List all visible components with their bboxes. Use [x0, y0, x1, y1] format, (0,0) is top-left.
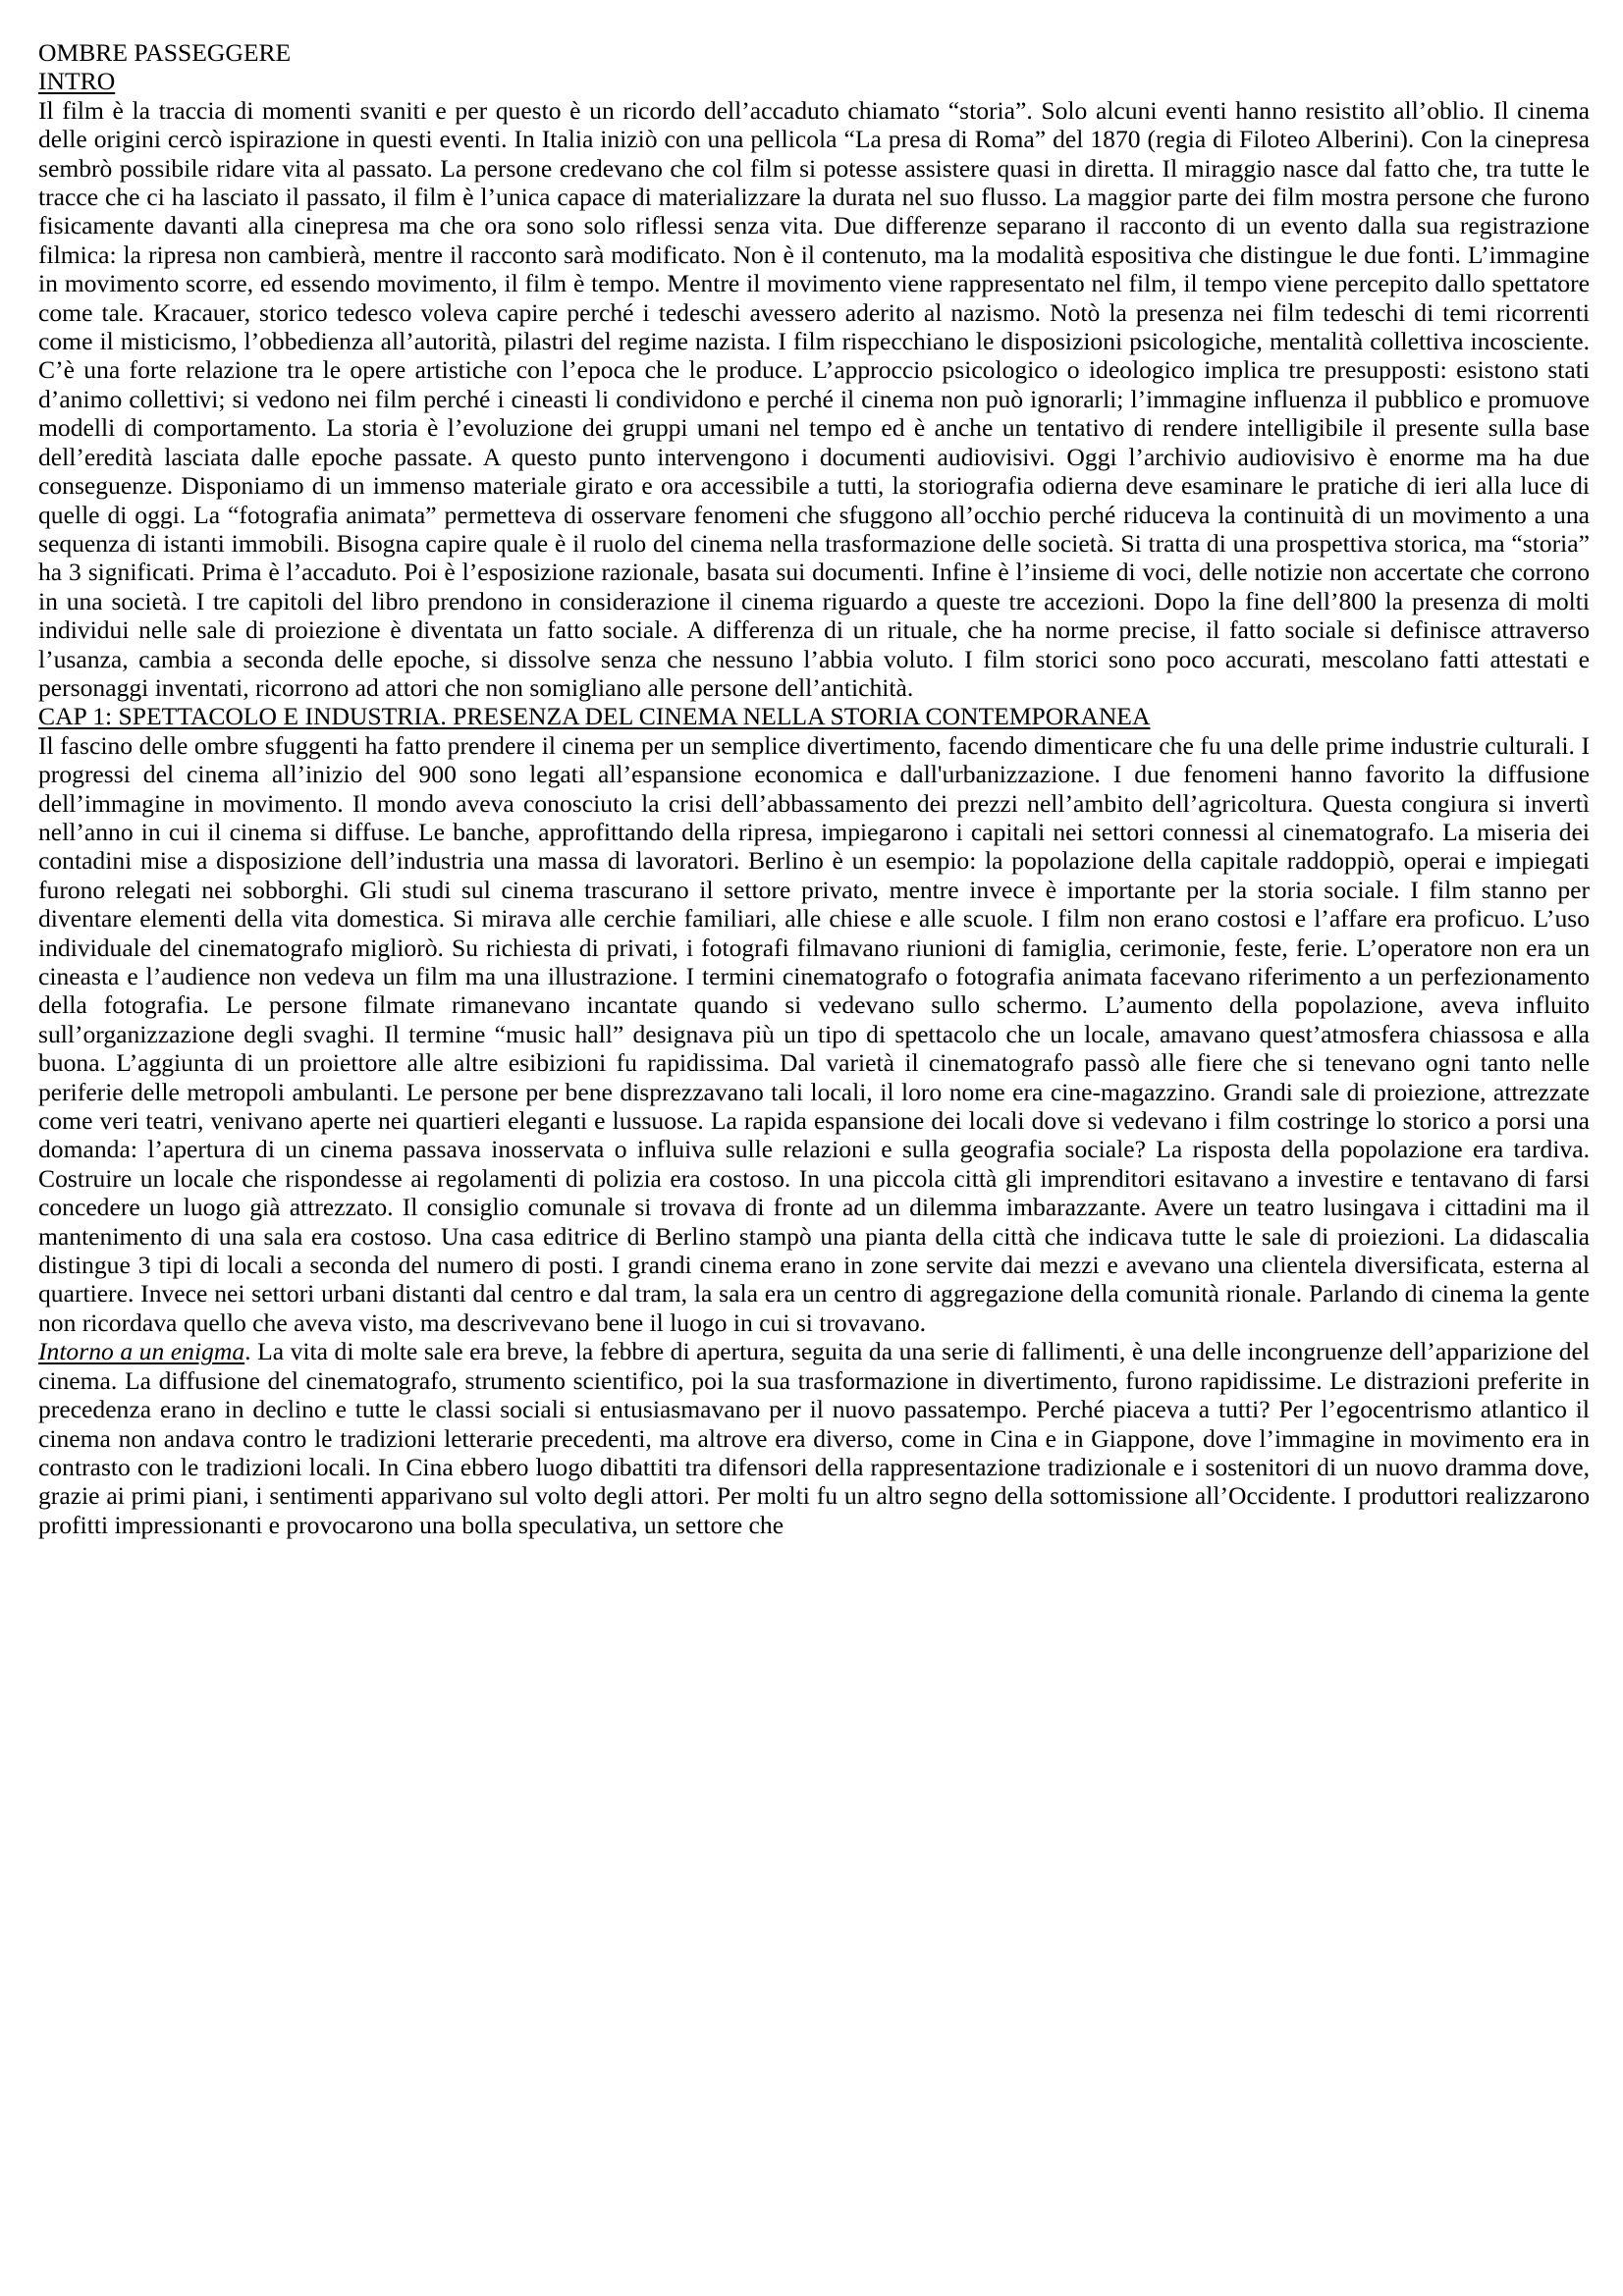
document-page: [38, 38, 1590, 1539]
paragraph-enigma: [38, 1337, 1590, 1539]
section-heading-intro: INTRO: [38, 67, 116, 96]
inline-heading-enigma: Intorno a un enigma: [38, 1337, 245, 1366]
paragraph-cap1: Il fascino delle ombre sfuggenti ha fatto prendere il cinema per un semplice divertimento, facendo dimenticare che fu una delle prime industrie culturali. I progressi del cinema all’inizio del 900 sono legati all’espansione economica e dall'urbanizzazione. I due fenomeni hanno favorito la diffusione dell’immagine in movimento. Il mondo aveva conosciuto la crisi dell’abbassamento dei prezzi nell’ambito dell’agricoltura. Questa congiura si invertì nell’anno in cui il cinema si diffuse. Le banche, approfittando della ripresa, impiegarono i capitali nei settori connessi al cinematografo. La miseria dei contadini mise a disposizione dell’industria una massa di lavoratori. Berlino è un esempio: la popolazione della capitale raddoppiò, operai e impiegati furono relegati nei sobborghi. Gli studi sul cinema trascurano il settore privato, mentre invece è importante per la storia sociale. I film stanno per diventare elementi della vita domestica. Si mirava alle cerchie familiari, alle chiese e alle scuole. I film non erano costosi e l’affare era proficuo. L’uso individuale del cinematografo migliorò. Su richiesta di privati, i fotografi filmavano riunioni di famiglia, cerimonie, feste, ferie. L’operatore non era un cineasta e l’audience non vedeva un film ma una illustrazione. I termini cinematografo o fotografia animata facevano riferimento a un perfezionamento della fotografia. Le persone filmate rimanevano incantate quando si vedevano sullo schermo. L’aumento della popolazione, aveva influito sull’organizzazione degli svaghi. Il termine “music hall” designava più un tipo di spettacolo che un locale, amavano quest’atmosfera chiassosa e alla buona. L’aggiunta di un proiettore alle altre esibizioni fu rapidissima. Dal varietà il cinematografo passò alle fiere che si tenevano ogni tanto nelle periferie delle metropoli ambulanti. Le persone per bene disprezzavano tali locali, il loro nome era cine-magazzino. Grandi sale di proiezione, attrezzate come veri teatri, venivano aperte nei quartieri eleganti e lussuose. La rapida espansione dei locali dove si vedevano i film costringe lo storico a porsi una domanda: l’apertura di un cinema passava inosservata o influiva sulle relazioni e sulla geografia sociale? La risposta della popolazione era tardiva. Costruire un locale che rispondesse ai regolamenti di polizia era costoso. In una piccola città gli imprenditori esitavano a investire e tentavano di farsi concedere un luogo già attrezzato. Il consiglio comunale si trovava di fronte ad un dilemma imbarazzante. Avere un teatro lusingava i cittadini ma il mantenimento di una sala era costoso. Una casa editrice di Berlino stampò una pianta della città che indicava tutte le sale di proiezioni. La didascalia distingue 3 tipi di locali a seconda del numero di posti. I grandi cinema erano in zone servite dai mezzi e avevano una clientela diversificata, esterna al quartiere. Invece nei settori urbani distanti dal centro e dal tram, la sala era un centro di aggregazione della comunità rionale. Parlando di cinema la gente non ricordava quello che aveva visto, ma descrivevano bene il luogo in cui si trovavano.: [38, 730, 1590, 1337]
section-heading-cap1: CAP 1: SPETTACOLO E INDUSTRIA. PRESENZA DEL CINEMA NELLA STORIA CONTEMPORANEA: [38, 702, 1151, 731]
paragraph-enigma-text: . La vita di molte sale era breve, la febbre di apertura, seguita da una serie di fallimenti, è una delle incongruenze dell’apparizione del cinema. La diffusione del cinematografo, strumento scientifico, poi la sua trasformazione in divertimento, furono rapidissime. Le distrazioni preferite in precedenza erano in declino e tutte le classi sociali si entusiasmavano per il nuovo passatempo. Perché piaceva a tutti? Per l’egocentrismo atlantico il cinema non andava contro le tradizioni letterarie precedenti, ma altrove era diverso, come in Cina e in Giappone, dove l’immagine in movimento era in contrasto con le tradizioni locali. In Cina ebbero luogo dibattiti tra difensori della rappresentazione tradizionale e i sostenitori di un nuovo dramma dove, grazie ai primi piani, i sentimenti apparivano sul volto degli attori. Per molti fu un altro segno della sottomissione all’Occidente. I produttori realizzarono profitti impressionanti e provocarono una bolla speculativa, un settore che: [38, 1337, 1591, 1539]
document-title: OMBRE PASSEGGERE: [38, 38, 292, 67]
paragraph-intro: Il film è la traccia di momenti svaniti e per questo è un ricordo dell’accaduto chiamato “storia”. Solo alcuni eventi hanno resistito all’oblio. Il cinema delle origini cercò ispirazione in questi eventi. In Italia iniziò con una pellicola “La presa di Roma” del 1870 (regia di Filoteo Alberini). Con la cinepresa sembrò possibile ridare vita al passato. La persone credevano che col film si potesse assistere quasi in diretta. Il miraggio nasce dal fatto che, tra tutte le tracce che ci ha lasciato il passato, il film è l’unica capace di materializzare la durata nel suo flusso. La maggior parte dei film mostra persone che furono fisicamente davanti alla cinepresa ma che ora sono solo riflessi senza vita. Due differenze separano il racconto di un evento dalla sua registrazione filmica: la ripresa non cambierà, mentre il racconto sarà modificato. Non è il contenuto, ma la modalità espositiva che distingue le due fonti. L’immagine in movimento scorre, ed essendo movimento, il film è tempo. Mentre il movimento viene rappresentato nel film, il tempo viene percepito dallo spettatore come tale. Kracauer, storico tedesco voleva capire perché i tedeschi avessero aderito al nazismo. Notò la presenza nei film tedeschi di temi ricorrenti come il misticismo, l’obbedienza all’autorità, pilastri del regime nazista. I film rispecchiano le disposizioni psicologiche, mentalità collettiva incosciente. C’è una forte relazione tra le opere artistiche con l’epoca che le produce. L’approccio psicologico o ideologico implica tre presupposti: esistono stati d’animo collettivi; si vedono nei film perché i cineasti li condividono e perché il cinema non può ignorarli; l’immagine influenza il pubblico e promuove modelli di comportamento. La storia è l’evoluzione dei gruppi umani nel tempo ed è anche un tentativo di rendere intelligibile il presente sulla base dell’eredità lasciata dalle epoche passate. A questo punto intervengono i documenti audiovisivi. Oggi l’archivio audiovisivo è enorme ma ha due conseguenze. Disponiamo di un immenso materiale girato e ora accessibile a tutti, la storiografia odierna deve esaminare le pratiche di ieri alla luce di quelle di oggi. La “fotografia animata” permetteva di osservare fenomeni che sfuggono all’occhio perché riduceva la continuità di un movimento a una sequenza di istanti immobili. Bisogna capire quale è il ruolo del cinema nella trasformazione delle società. Si tratta di una prospettiva storica, ma “storia” ha 3 significati. Prima è l’accaduto. Poi è l’esposizione razionale, basata sui documenti. Infine è l’insieme di voci, delle notizie non accertate che corrono in una società. I tre capitoli del libro prendono in considerazione il cinema riguardo a queste tre accezioni. Dopo la fine dell’800 la presenza di molti individui nelle sale di proiezione è diventata un fatto sociale. A differenza di un rituale, che ha norme precise, il fatto sociale si definisce attraverso l’usanza, cambia a seconda delle epoche, si dissolve senza che nessuno l’abbia voluto. I film storici sono poco accurati, mescolano fatti attestati e personaggi inventati, ricorrono ad attori che non somigliano alle persone dell’antichità.: [38, 95, 1590, 702]
